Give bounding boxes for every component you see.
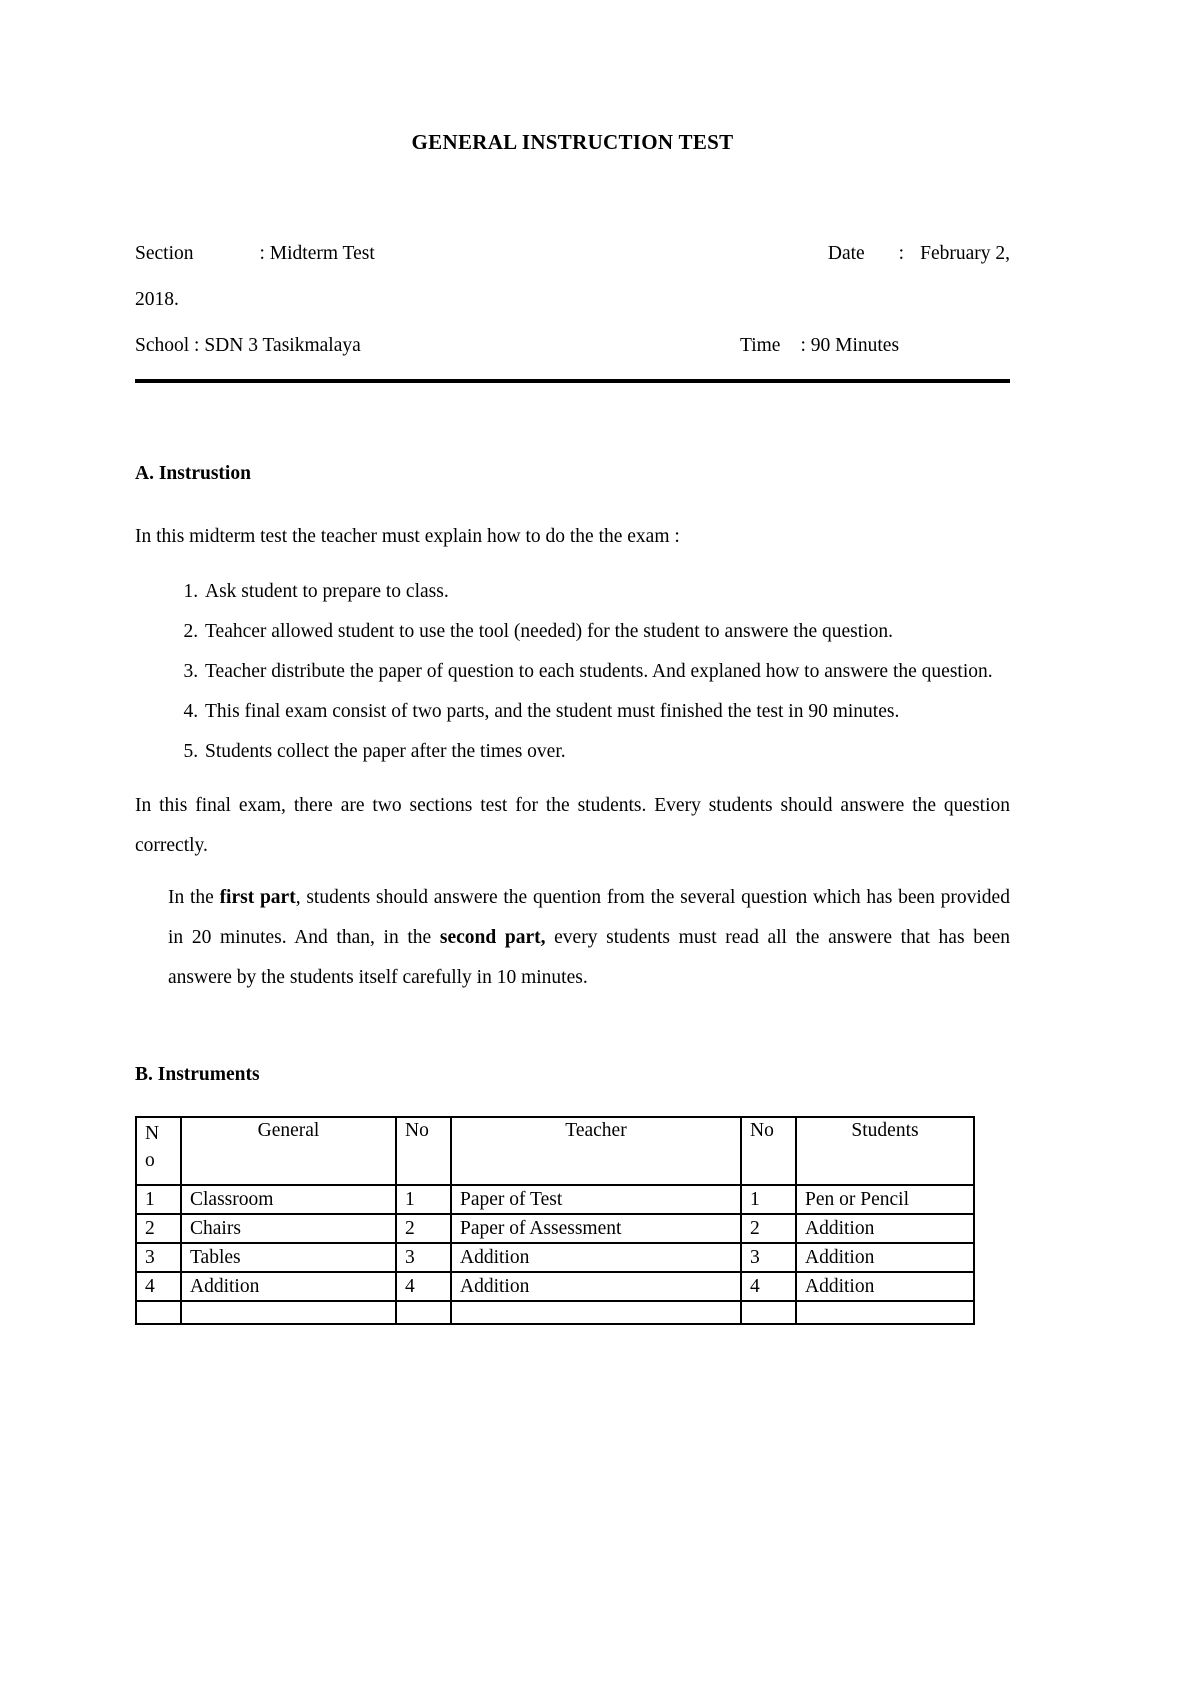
table-cell bbox=[741, 1301, 796, 1324]
list-item: 3. Teacher distribute the paper of question to each students. And explaned how to answere the question. bbox=[203, 652, 1010, 692]
table-cell bbox=[451, 1301, 741, 1324]
list-item: 1. Ask student to prepare to class. bbox=[203, 572, 1010, 612]
meta-block bbox=[135, 231, 1010, 369]
table-row-empty bbox=[136, 1301, 974, 1324]
section-b-heading: B. Instruments bbox=[135, 1064, 260, 1085]
table-cell: Classroom bbox=[181, 1185, 396, 1214]
table-cell: Addition bbox=[796, 1214, 974, 1243]
date-year: 2018. bbox=[135, 289, 179, 310]
table-cell: 3 bbox=[396, 1243, 451, 1272]
instruments-table bbox=[135, 1116, 975, 1325]
header-divider-line bbox=[135, 379, 1010, 383]
table-cell bbox=[181, 1301, 396, 1324]
column-header-general: General bbox=[181, 1117, 396, 1185]
table-row bbox=[136, 1243, 974, 1272]
table-cell: 1 bbox=[741, 1185, 796, 1214]
table-cell: Paper of Test bbox=[451, 1185, 741, 1214]
first-part-bold: first part bbox=[219, 887, 296, 908]
section-a-heading: A. Instrustion bbox=[135, 463, 251, 484]
document-title: GENERAL INSTRUCTION TEST bbox=[411, 130, 734, 154]
table-row bbox=[136, 1272, 974, 1301]
meta-row-section-date bbox=[135, 231, 1010, 277]
list-item: 5. Students collect the paper after the times over. bbox=[203, 732, 1010, 772]
table-cell: 1 bbox=[396, 1185, 451, 1214]
table-cell: 4 bbox=[396, 1272, 451, 1301]
table-row bbox=[136, 1214, 974, 1243]
table-cell: 3 bbox=[741, 1243, 796, 1272]
date-value: February 2, bbox=[920, 243, 1010, 264]
instruction-steps-list bbox=[135, 572, 1010, 772]
table-cell bbox=[136, 1301, 181, 1324]
second-part-bold: second part, bbox=[439, 927, 546, 948]
time-value: : 90 Minutes bbox=[800, 335, 900, 356]
table-cell: Addition bbox=[796, 1272, 974, 1301]
section-label: Section bbox=[135, 243, 194, 264]
time-label: Time bbox=[740, 335, 781, 356]
parts-text: In the bbox=[168, 887, 220, 908]
parts-paragraph bbox=[168, 878, 1010, 998]
table-cell: 1 bbox=[136, 1185, 181, 1214]
table-cell: Addition bbox=[451, 1272, 741, 1301]
table-cell: 2 bbox=[741, 1214, 796, 1243]
date-label: Date bbox=[827, 243, 865, 264]
table-cell: Addition bbox=[181, 1272, 396, 1301]
school-value: School : SDN 3 Tasikmalaya bbox=[135, 335, 361, 356]
final-exam-paragraph: In this final exam, there are two sections test for the students. Every students should answere the question correctly. bbox=[135, 795, 1010, 856]
table-row bbox=[136, 1185, 974, 1214]
table-cell: Paper of Assessment bbox=[451, 1214, 741, 1243]
table-cell: 4 bbox=[741, 1272, 796, 1301]
table-cell: Pen or Pencil bbox=[796, 1185, 974, 1214]
section-a-intro: In this midterm test the teacher must explain how to do the the exam : bbox=[135, 526, 680, 547]
time-pair bbox=[740, 323, 1010, 369]
column-header-teacher: Teacher bbox=[451, 1117, 741, 1185]
column-header-students: Students bbox=[796, 1117, 974, 1185]
spacer bbox=[194, 231, 260, 277]
table-cell: Addition bbox=[451, 1243, 741, 1272]
spacer bbox=[361, 323, 740, 369]
table-cell bbox=[396, 1301, 451, 1324]
table-cell: 4 bbox=[136, 1272, 181, 1301]
parts-text: every students must read all the answere that has been answere by the students itself carefully in 10 minutes. bbox=[168, 927, 1011, 988]
table-cell bbox=[796, 1301, 974, 1324]
table-cell: 2 bbox=[396, 1214, 451, 1243]
table-cell: 2 bbox=[136, 1214, 181, 1243]
section-value: : Midterm Test bbox=[259, 243, 375, 264]
spacer bbox=[780, 323, 800, 369]
date-pair bbox=[828, 231, 1010, 277]
meta-row-school-time bbox=[135, 323, 1010, 369]
section-pair bbox=[135, 231, 375, 277]
column-header-no: No bbox=[396, 1117, 451, 1185]
table-header-row bbox=[136, 1117, 974, 1185]
column-header-no: No bbox=[741, 1117, 796, 1185]
list-item: 2. Teahcer allowed student to use the tool (needed) for the student to answere the question. bbox=[203, 612, 1010, 652]
table-cell: Addition bbox=[796, 1243, 974, 1272]
parts-text: , students should answere the quention from the several question which has been provided in 20 minutes. And than, in the bbox=[168, 887, 1010, 948]
column-header-no: No bbox=[136, 1117, 181, 1185]
table-cell: Tables bbox=[181, 1243, 396, 1272]
spacer bbox=[865, 231, 899, 277]
meta-row-date-wrap bbox=[135, 277, 1010, 323]
table-cell: Chairs bbox=[181, 1214, 396, 1243]
spacer bbox=[904, 231, 920, 277]
table-cell: 3 bbox=[136, 1243, 181, 1272]
date-colon: : bbox=[898, 243, 905, 264]
list-item: 4. This final exam consist of two parts, and the student must finished the test in 90 minutes. bbox=[203, 692, 1010, 732]
